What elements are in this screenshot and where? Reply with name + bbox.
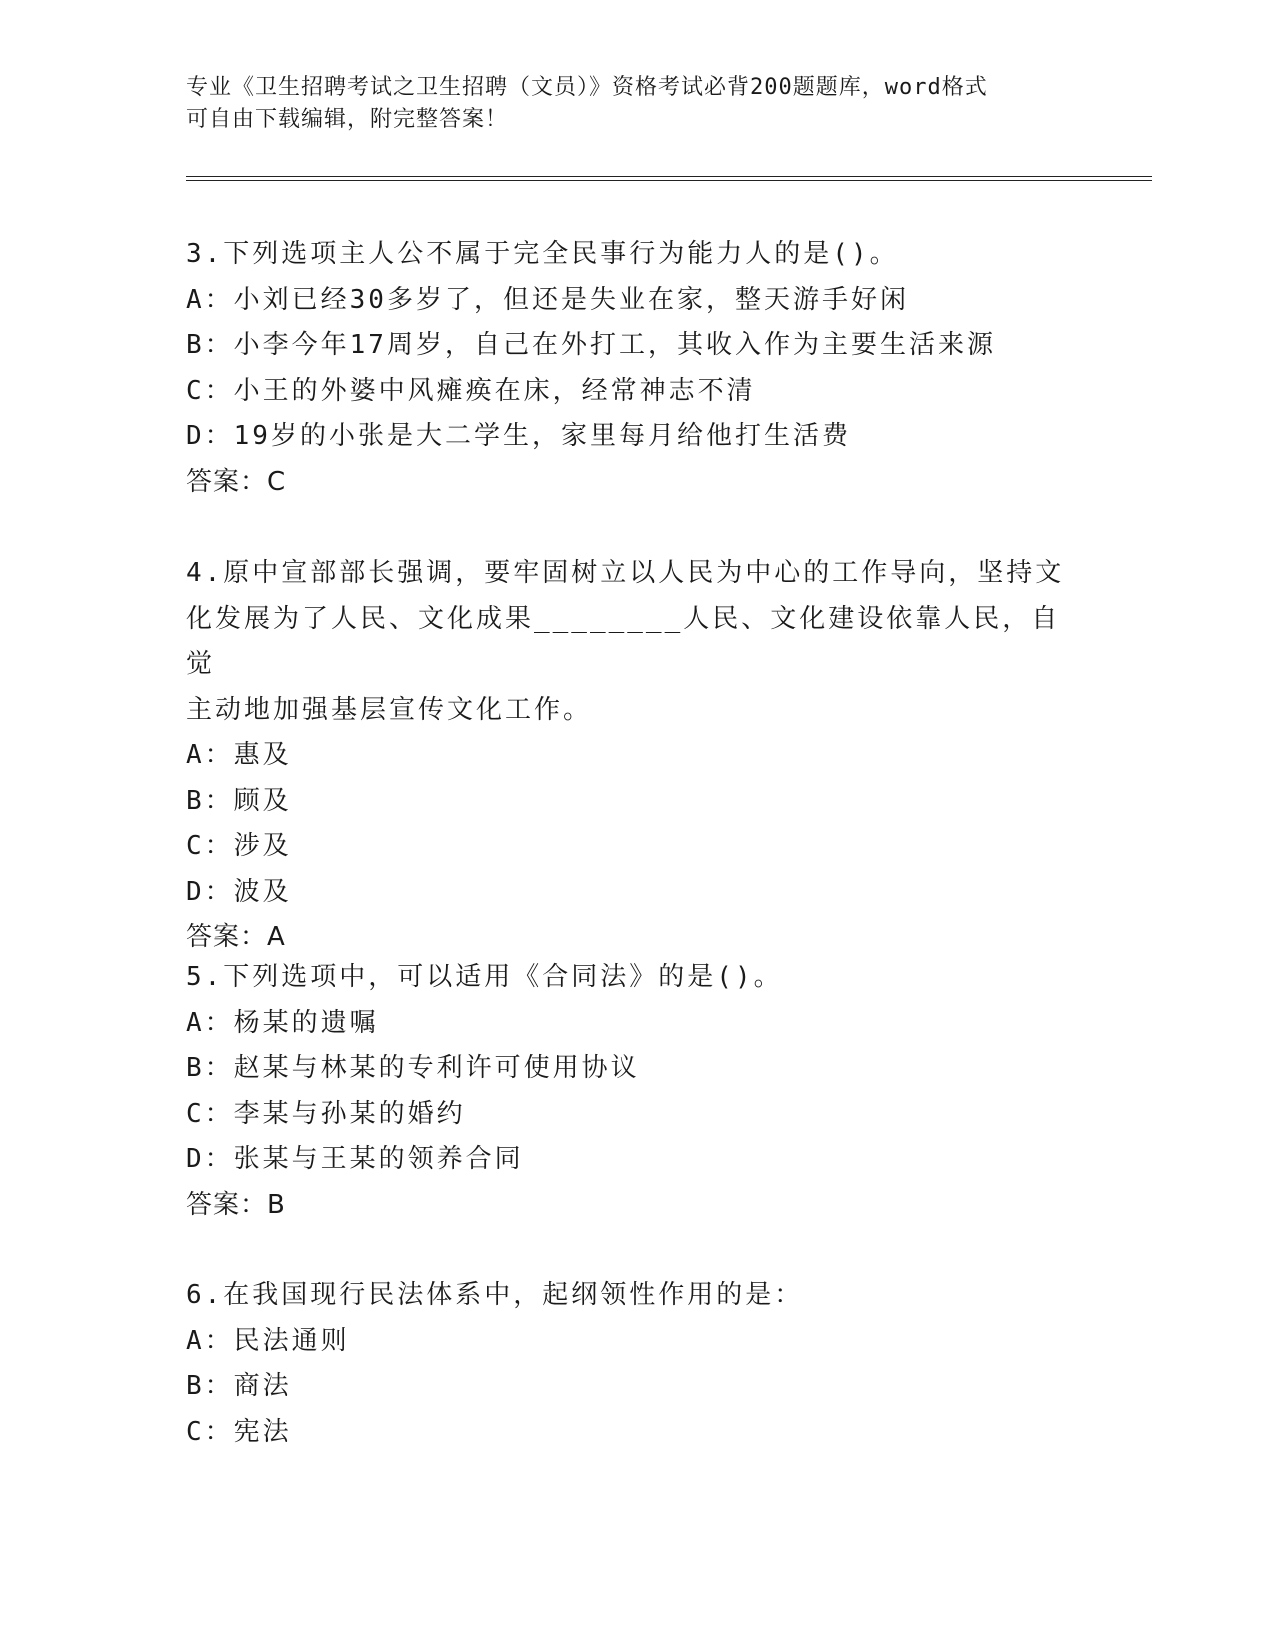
question-5	[186, 955, 1066, 1228]
question-stem: 5.下列选项中，可以适用《合同法》的是()。	[186, 962, 783, 992]
question-stem: 6.在我国现行民法体系中，起纲领性作用的是：	[186, 1280, 804, 1310]
document-header	[186, 72, 1066, 136]
answer-line: 答案：B	[186, 1189, 286, 1220]
option-a: A：民法通则	[186, 1325, 350, 1356]
option-b: B：顾及	[186, 785, 292, 816]
option-d: D：19岁的小张是大二学生，家里每月给他打生活费	[186, 421, 851, 451]
question-stem-line-2: 化发展为了人民、文化成果________人民、文化建设依靠人民，自觉	[186, 603, 1061, 679]
header-title-line-1: 专业《卫生招聘考试之卫生招聘（文员）》资格考试必背200题题库，word格式	[186, 75, 988, 100]
option-b: B：赵某与林某的专利许可使用协议	[186, 1053, 640, 1083]
option-a: A：惠及	[186, 740, 292, 770]
option-c: C：宪法	[186, 1416, 292, 1447]
question-6	[186, 1273, 1066, 1455]
option-c: C：小王的外婆中风瘫痪在床，经常神志不清	[186, 375, 756, 406]
question-stem: 3.下列选项主人公不属于完全民事行为能力人的是()。	[186, 239, 899, 269]
answer-line: 答案：C	[186, 466, 287, 497]
option-b: B：商法	[186, 1371, 292, 1401]
header-title-line-2: 可自由下载编辑，附完整答案！	[186, 107, 509, 132]
option-a: A：小刘已经30多岁了，但还是失业在家，整天游手好闲	[186, 284, 909, 315]
option-d: D：波及	[186, 876, 292, 907]
answer-line: 答案：A	[186, 922, 286, 952]
question-3	[186, 232, 1066, 505]
question-stem-line-1: 4.原中宣部部长强调，要牢固树立以人民为中心的工作导向，坚持文	[186, 558, 1065, 588]
question-stem-line-3: 主动地加强基层宣传文化工作。	[186, 694, 593, 725]
option-c: C：涉及	[186, 831, 292, 861]
option-c: C：李某与孙某的婚约	[186, 1098, 466, 1129]
question-4	[186, 551, 1066, 961]
option-b: B：小李今年17周岁，自己在外打工，其收入作为主要生活来源	[186, 330, 996, 360]
option-d: D：张某与王某的领养合同	[186, 1144, 524, 1174]
option-a: A：杨某的遗嘱	[186, 1007, 379, 1038]
header-double-rule	[186, 176, 1152, 181]
